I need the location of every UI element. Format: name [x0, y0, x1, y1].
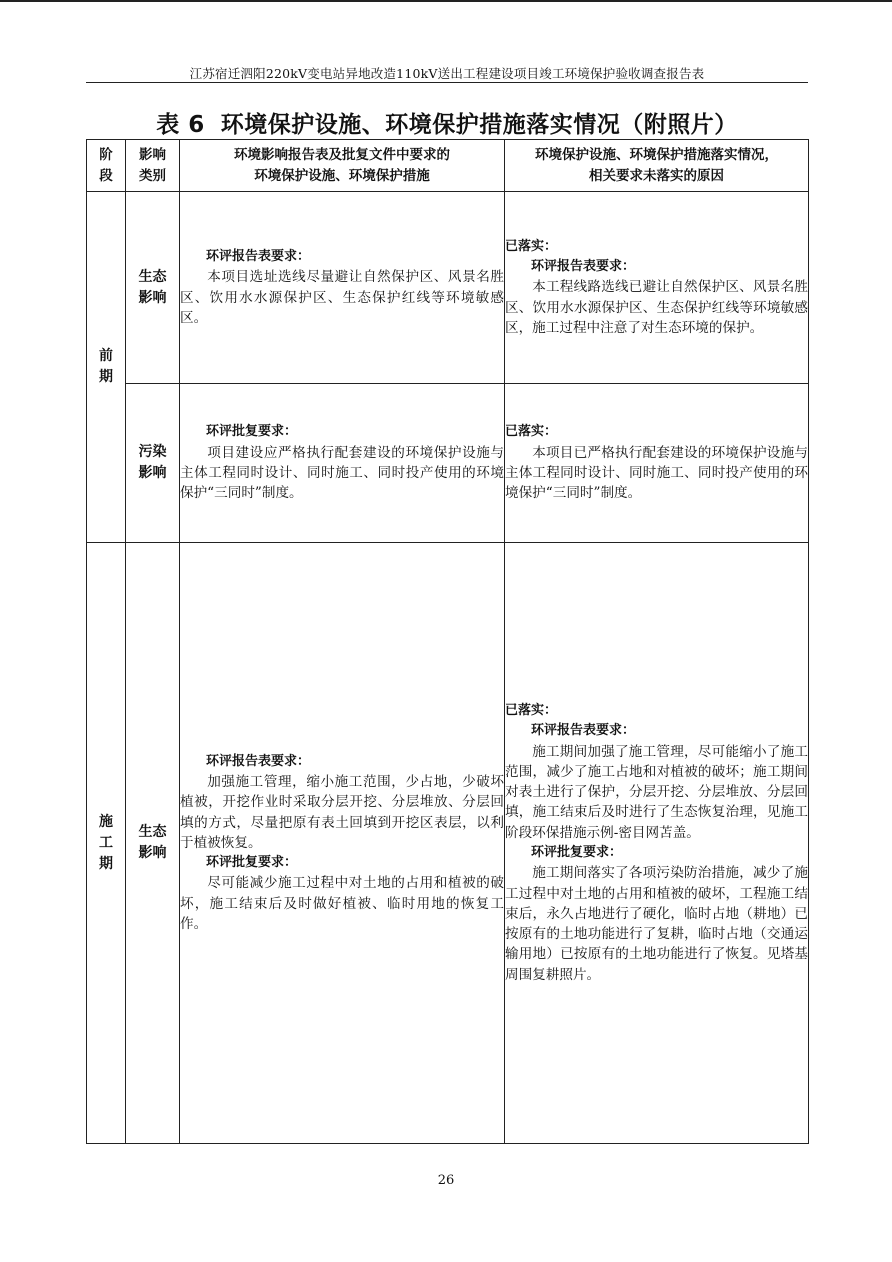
requirement-text: 加强施工管理，缩小施工范围，少占地，少破坏植被，开挖作业时采取分层开挖、分层堆放、分层回填的方式，尽量把原有表土回填到开挖区表层，以利于植被恢复。 [180, 773, 504, 851]
implementation-cell [505, 543, 809, 1144]
stage-cell-preliminary: 前 期 [87, 192, 126, 543]
implementation-cell [505, 192, 809, 384]
table-row [87, 384, 809, 543]
category-cell-ecology: 生态 影响 [126, 192, 180, 384]
requirement-text: 尽可能减少施工过程中对土地的占用和植被的破坏，施工结束后及时做好植被、临时用地的恢复工作。 [180, 875, 504, 933]
requirement-heading: 环评批复要求： [206, 855, 298, 871]
table-number: 表 6 [156, 112, 205, 138]
implementation-text: 本工程线路选线已避让自然保护区、风景名胜区、饮用水水源保护区、生态保护红线等环境敏感区，施工过程中注意了对生态环境的保护。 [505, 279, 808, 336]
category-cell-pollution: 污染 影响 [126, 384, 180, 543]
table-row [87, 543, 809, 1144]
table-row [87, 192, 809, 384]
category-cell-ecology: 生态 影响 [126, 543, 180, 1144]
implementation-text: 施工期间落实了各项污染防治措施，减少了施工过程中对土地的占用和植被的破坏，工程施工结束后，永久占地进行了硬化，临时占地（耕地）已按原有的土地功能进行了复耕，临时占地（交通运输用地）已按原有的土地功能进行了恢复。见塔基周围复耕照片。 [505, 865, 808, 983]
requirement-heading: 环评批复要求： [206, 424, 298, 440]
requirement-heading: 环评报告表要求： [206, 248, 311, 264]
table-title-text: 环境保护设施、环境保护措施落实情况（附照片） [220, 112, 738, 138]
requirement-heading: 环评报告表要求： [206, 753, 311, 769]
implementation-heading: 环评报告表要求： [531, 259, 636, 275]
header-stage: 阶 段 [87, 140, 126, 192]
header-row [87, 140, 809, 192]
implementation-status: 已落实： [505, 424, 558, 440]
required-measures-cell [180, 543, 505, 1144]
page-number: 26 [437, 1173, 455, 1188]
header-rule [86, 82, 808, 83]
implementation-status: 已落实： [505, 702, 558, 718]
running-header: 江苏宿迁泗阳220kV变电站异地改造110kV送出工程建设项目竣工环境保护验收调查报告表 [189, 66, 705, 81]
header-required: 环境影响报告表及批复文件中要求的 环境保护设施、环境保护措施 [180, 140, 505, 192]
requirement-text: 项目建设应严格执行配套建设的环境保护设施与主体工程同时设计、同时施工、同时投产使用的环境保护“三同时”制度。 [180, 444, 504, 502]
implementation-heading: 环评批复要求： [531, 845, 623, 860]
implementation-status: 已落实： [505, 238, 558, 254]
implementation-text: 本项目已严格执行配套建设的环境保护设施与主体工程同时设计、同时施工、同时投产使用的环境保护“三同时”制度。 [505, 444, 808, 502]
header-category: 影响 类别 [126, 140, 180, 192]
stage-cell-construction: 施 工 期 [87, 543, 126, 1144]
header-implemented: 环境保护设施、环境保护措施落实情况， 相关要求未落实的原因 [505, 140, 809, 192]
required-measures-cell [180, 192, 505, 384]
implementation-text: 施工期间加强了施工管理，尽可能缩小了施工范围，减少了施工占地和对植被的破坏；施工期间对表土进行了保护，分层开挖、分层堆放、分层回填，施工结束后及时进行了生态恢复治理，见施工阶段环保措施示例-密目网苫盖。 [505, 743, 808, 841]
implementation-heading: 环评报告表要求： [531, 723, 636, 739]
measures-table [86, 139, 809, 1144]
top-border [0, 0, 892, 2]
requirement-text: 本项目选址选线尽量避让自然保护区、风景名胜区、饮用水水源保护区、生态保护红线等环境敏感区。 [180, 269, 504, 326]
implementation-cell [505, 384, 809, 543]
required-measures-cell [180, 384, 505, 543]
table-title [86, 106, 808, 139]
